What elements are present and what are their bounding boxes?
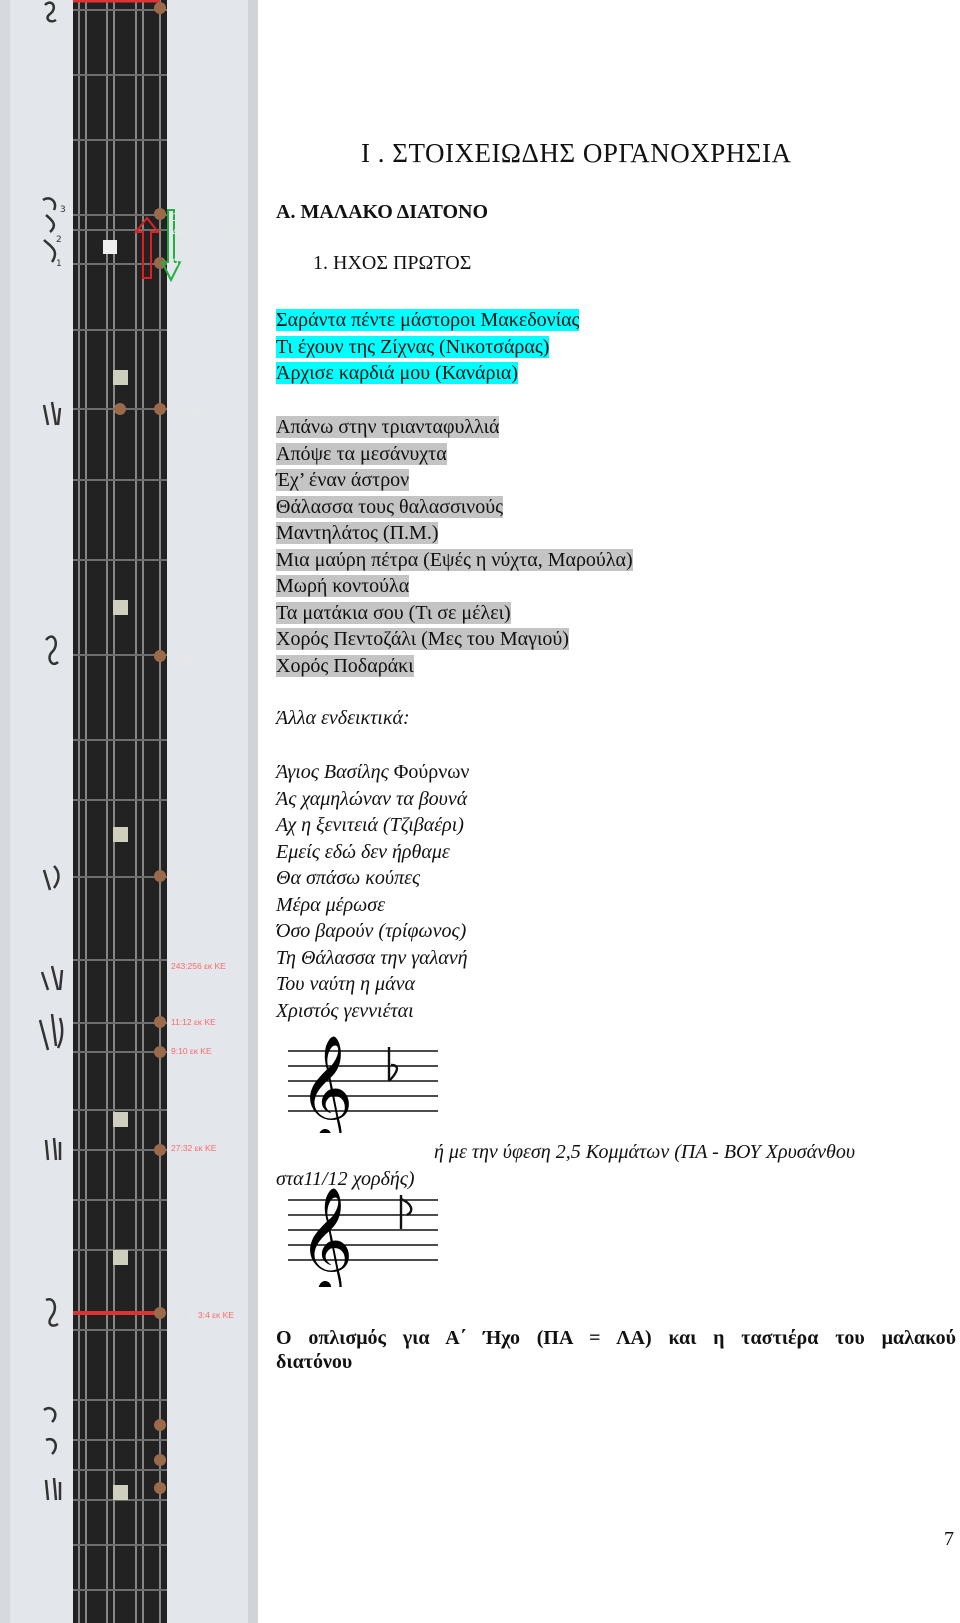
list-item: Απόψε τα μεσάνυχτα bbox=[276, 442, 447, 465]
list-item: Εμείς εδώ δεν ήρθαμε bbox=[276, 840, 450, 863]
caption: Ο οπλισμός για Α΄ Ήχο (ΠΑ = ΛΑ) και η ταστιέρα του μαλακού bbox=[276, 1327, 956, 1349]
fret-label-10-11: 10:11 bbox=[212, 225, 242, 239]
list-item: Θα σπάσω κούπες bbox=[276, 867, 421, 889]
section-heading: Α. ΜΑΛΑΚΟ ΔΙΑΤΟΝΟ bbox=[276, 201, 489, 223]
page-title: Ι . ΣΤΟΙΧΕΙΩΔΗΣ ΟΡΓΑΝΟΧΡΗΣΙΑ bbox=[361, 138, 792, 168]
list-item-plain-part: Φούρνων bbox=[388, 761, 470, 783]
fret-label-9-10: 9:10 bbox=[172, 256, 196, 270]
list-item: Του ναύτη η μάνα bbox=[276, 973, 415, 995]
fretboard-graphic bbox=[0, 0, 258, 1623]
list-item: Χορός Πεντοζάλι (Μες του Μαγιού) bbox=[276, 628, 569, 650]
flat-description: ή με την ύφεση 2,5 Κομμάτων (ΠΑ - ΒΟΥ Χρυσάνθου bbox=[434, 1141, 856, 1163]
fret-label-11-12-ke: 11:12 εκ ΚΕ bbox=[171, 1017, 216, 1027]
list-item: Τα ματάκια σου (Τι σε μέλει) bbox=[276, 601, 511, 624]
list-item-italic-part: Άγιος Βασίλης bbox=[276, 761, 389, 783]
svg-text:1: 1 bbox=[56, 259, 62, 269]
fret-label-11-12: 11:12 bbox=[172, 210, 202, 224]
song-list-highlighted-gray bbox=[276, 414, 633, 679]
list-item: Όσο βαρούν (τρίφωνος) bbox=[276, 920, 467, 942]
fret-label-2-3: 2:3 bbox=[176, 871, 193, 885]
list-item: Χορός Ποδαράκι bbox=[276, 654, 414, 677]
list-item: Μαντηλάτος (Π.Μ.) bbox=[276, 522, 439, 544]
fretboard-neck bbox=[73, 0, 167, 1623]
list-item: Άς χαμηλώναν τα βουνά bbox=[276, 787, 468, 810]
list-item: Τη Θάλασσα την γαλανή bbox=[276, 946, 468, 969]
list-item: Έχ’ έναν άστρον bbox=[276, 469, 410, 491]
list-item: Θάλασσα τους θαλασσινούς bbox=[276, 495, 504, 518]
list-item: Μια μαύρη πέτρα (Εψές η νύχτα, Μαρούλα) bbox=[276, 548, 633, 571]
svg-text:3: 3 bbox=[60, 205, 66, 215]
list-item: Μωρή κοντούλα bbox=[276, 575, 410, 597]
svg-text:2: 2 bbox=[56, 235, 62, 245]
fret-label-9-10-ke: 9:10 εκ ΚΕ bbox=[171, 1046, 212, 1056]
song-list-highlighted-cyan bbox=[276, 307, 579, 387]
list-item: Τι έχουν της Ζίχνας (Νικοτσάρας) bbox=[276, 335, 550, 358]
list-item: Αχ η ξενιτειά (Τζιβαέρι) bbox=[276, 814, 464, 836]
fret-label-1-2: 1 : 2 bbox=[170, 1309, 194, 1323]
page-number: 7 bbox=[944, 1528, 954, 1550]
subsection-heading: 1. ΗΧΟΣ ΠΡΩΤΟΣ bbox=[313, 252, 472, 274]
list-item: Μέρα μέρωσε bbox=[276, 893, 386, 916]
flat-sign-icon bbox=[389, 1047, 397, 1081]
fret-label-27-32: 27:32 bbox=[172, 404, 203, 418]
fret-label-243-256: 243:256 εκ ΚΕ bbox=[171, 961, 226, 971]
flat-description-cont: στα11/12 χορδής) bbox=[276, 1168, 415, 1190]
caption-cont: διατόνου bbox=[276, 1351, 353, 1373]
treble-clef-icon: 𝄞 bbox=[299, 1187, 354, 1287]
song-list-other bbox=[276, 759, 469, 1024]
list-item: Σαράντα πέντε μάστοροι Μακεδονίας bbox=[276, 309, 580, 331]
other-examples-label: Άλλα ενδεικτικά: bbox=[276, 707, 410, 729]
list-item: Απάνω στην τριανταφυλλιά bbox=[276, 416, 500, 438]
fret-label-27-32-ke: 27:32 εκ ΚΕ bbox=[171, 1143, 217, 1153]
treble-clef-icon: 𝄞 bbox=[299, 1034, 354, 1133]
list-item: Χριστός γεννιέται bbox=[276, 999, 414, 1022]
list-item bbox=[276, 759, 469, 786]
music-staff-signature-2 bbox=[283, 1187, 443, 1292]
music-staff-signature-1 bbox=[283, 1033, 443, 1138]
fret-label-3-4-ke: 3:4 εκ ΚΕ bbox=[198, 1310, 234, 1320]
fretboard-strip bbox=[0, 0, 258, 1623]
fret-label-3-4: 3:4 bbox=[176, 652, 193, 666]
list-item: Άρχισε καρδιά μου (Κανάρια) bbox=[276, 362, 518, 384]
fret-label-49-54: 49:54 bbox=[172, 225, 203, 239]
